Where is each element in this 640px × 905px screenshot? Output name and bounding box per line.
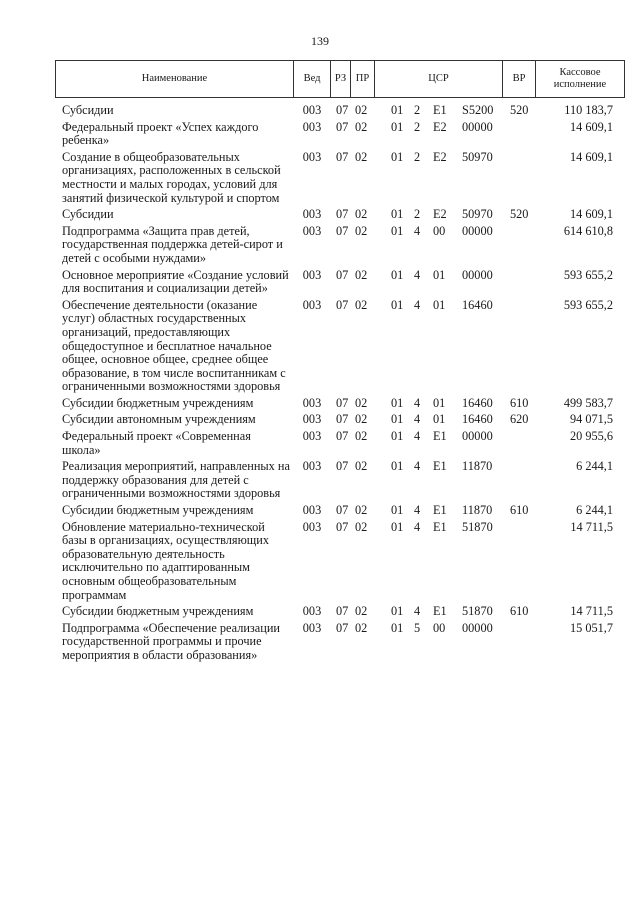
- row-csr-direction: 00000: [462, 429, 493, 444]
- row-ved: 003: [302, 412, 322, 427]
- row-csr-subprogram: 4: [414, 395, 421, 410]
- row-name: Субсидии бюджетным учреждениям: [62, 604, 254, 619]
- row-name: Реализация мероприятий, направленных на поддержку образования для детей с ограниченными возможностями здоровья: [62, 459, 290, 501]
- row-sum: 14 711,5: [570, 519, 613, 534]
- row-sum: 14 609,1: [569, 207, 613, 222]
- row-csr-program: 01: [391, 395, 404, 410]
- row-sum: 20 955,6: [569, 429, 613, 444]
- table-row: [0, 521, 640, 606]
- row-csr-subprogram: 4: [414, 267, 421, 282]
- row-sum: 110 183,7: [564, 103, 613, 117]
- row-vr: 620: [510, 412, 529, 427]
- row-csr-program: 01: [391, 429, 404, 444]
- row-csr-program: 01: [391, 604, 404, 619]
- row-csr-subprogram: 4: [414, 503, 421, 518]
- row-csr-direction: 16460: [462, 297, 493, 312]
- table-row: [0, 151, 640, 208]
- row-sum: 593 655,2: [563, 297, 613, 312]
- table-row: [0, 504, 640, 521]
- row-csr-event: E1: [433, 459, 447, 474]
- row-csr-program: 01: [391, 207, 404, 222]
- row-csr-program: 01: [391, 103, 404, 117]
- row-csr-event: 00: [433, 223, 446, 238]
- row-csr-event: E1: [433, 519, 447, 534]
- row-rz: 07: [336, 429, 349, 444]
- row-csr-event: 01: [433, 412, 446, 427]
- row-pr: 02: [355, 207, 368, 222]
- row-name: Субсидии автономным учреждениям: [62, 412, 256, 427]
- row-csr-program: 01: [391, 149, 404, 164]
- row-pr: 02: [355, 149, 368, 164]
- row-sum: 15 051,7: [569, 620, 613, 635]
- row-rz: 07: [336, 412, 349, 427]
- row-csr-direction: 50970: [462, 207, 493, 222]
- row-csr-direction: 51870: [462, 604, 493, 619]
- row-csr-event: E1: [433, 604, 447, 619]
- row-pr: 02: [355, 267, 368, 282]
- row-csr-direction: 51870: [462, 519, 493, 534]
- row-pr: 02: [355, 604, 368, 619]
- row-rz: 07: [336, 297, 349, 312]
- row-name: Основное мероприятие «Создание условий для воспитания и социализации детей»: [62, 267, 289, 296]
- row-rz: 07: [336, 459, 349, 474]
- row-csr-program: 01: [391, 503, 404, 518]
- row-ved: 003: [302, 429, 322, 444]
- table-row: [0, 104, 640, 121]
- row-csr-direction: S5200: [462, 103, 494, 117]
- header-sum: Кассовое исполнение: [535, 60, 625, 98]
- row-rz: 07: [336, 519, 349, 534]
- row-ved: 003: [302, 267, 322, 282]
- row-csr-direction: 00000: [462, 267, 493, 282]
- row-csr-subprogram: 4: [414, 429, 421, 444]
- row-csr-event: 00: [433, 620, 446, 635]
- row-csr-direction: 00000: [462, 223, 493, 238]
- row-csr-subprogram: 2: [414, 149, 421, 164]
- row-name: Субсидии бюджетным учреждениям: [62, 395, 254, 410]
- row-rz: 07: [336, 207, 349, 222]
- row-vr: 520: [510, 207, 529, 222]
- row-sum: 6 244,1: [576, 459, 613, 474]
- row-vr: 610: [510, 395, 529, 410]
- row-pr: 02: [355, 503, 368, 518]
- row-csr-program: 01: [391, 519, 404, 534]
- table-row: [0, 225, 640, 269]
- row-csr-event: E1: [433, 503, 447, 518]
- row-name: Федеральный проект «Современная школа»: [62, 429, 251, 457]
- row-csr-subprogram: 4: [414, 519, 421, 534]
- row-ved: 003: [302, 119, 322, 134]
- row-csr-direction: 16460: [462, 395, 493, 410]
- row-csr-program: 01: [391, 223, 404, 238]
- header-rz: РЗ: [330, 60, 351, 98]
- row-csr-subprogram: 2: [414, 119, 421, 134]
- row-name: Обеспечение деятельности (оказание услуг) областных государственных организаций, предоставляющих общедоступное и бесплатное начальное общее, основное общее, среднее общее образование, в том числе воспитанникам с ограниченными возможностями здоровья: [62, 297, 286, 394]
- row-csr-event: E1: [433, 429, 447, 444]
- table-row: [0, 605, 640, 622]
- row-ved: 003: [302, 604, 322, 619]
- row-pr: 02: [355, 223, 368, 238]
- row-csr-subprogram: 4: [414, 412, 421, 427]
- row-csr-direction: 11870: [462, 503, 493, 518]
- table-row: [0, 622, 640, 666]
- row-vr: 610: [510, 503, 529, 518]
- row-csr-event: E2: [433, 149, 447, 164]
- row-csr-event: 01: [433, 395, 446, 410]
- row-csr-event: 01: [433, 267, 446, 282]
- row-sum: 14 609,1: [569, 149, 613, 164]
- table-row: [0, 121, 640, 151]
- row-rz: 07: [336, 604, 349, 619]
- row-rz: 07: [336, 267, 349, 282]
- row-ved: 003: [302, 149, 322, 164]
- row-csr-program: 01: [391, 119, 404, 134]
- header-ved: Вед: [293, 60, 331, 98]
- page-number: 139: [311, 34, 329, 48]
- row-pr: 02: [355, 297, 368, 312]
- table-row: [0, 269, 640, 299]
- row-name: Субсидии: [62, 207, 114, 222]
- row-pr: 02: [355, 620, 368, 635]
- row-name: Обновление материально-технической базы в организациях, осуществляющих образовательную деятельность исключительно по адаптированным основным общеобразовательным программам: [62, 519, 269, 602]
- row-csr-subprogram: 4: [414, 459, 421, 474]
- row-name: Подпрограмма «Обеспечение реализации государственной программы и прочие мероприятия в области образования»: [62, 620, 280, 662]
- row-ved: 003: [302, 207, 322, 222]
- table-row: [0, 460, 640, 504]
- row-csr-direction: 50970: [462, 149, 493, 164]
- row-pr: 02: [355, 395, 368, 410]
- row-pr: 02: [355, 412, 368, 427]
- row-csr-subprogram: 2: [414, 207, 421, 222]
- row-csr-subprogram: 4: [414, 297, 421, 312]
- row-ved: 003: [302, 503, 322, 518]
- header-name: Наименование: [55, 60, 294, 98]
- row-sum: 6 244,1: [576, 503, 613, 518]
- row-rz: 07: [336, 119, 349, 134]
- row-pr: 02: [355, 459, 368, 474]
- row-ved: 003: [302, 519, 322, 534]
- row-rz: 07: [336, 103, 349, 117]
- table-row: [0, 299, 640, 397]
- row-ved: 003: [302, 223, 322, 238]
- header-vr: ВР: [502, 60, 536, 98]
- row-vr: 520: [510, 103, 529, 117]
- row-csr-subprogram: 4: [414, 604, 421, 619]
- row-ved: 003: [302, 459, 322, 474]
- row-csr-program: 01: [391, 267, 404, 282]
- row-csr-direction: 00000: [462, 620, 493, 635]
- row-csr-subprogram: 5: [414, 620, 421, 635]
- header-pr: ПР: [350, 60, 375, 98]
- row-sum: 14 711,5: [570, 604, 613, 619]
- row-csr-event: E2: [433, 207, 447, 222]
- row-ved: 003: [302, 395, 322, 410]
- table-row: [0, 397, 640, 414]
- header-csr: ЦСР: [374, 60, 503, 98]
- table-row: [0, 413, 640, 430]
- row-csr-program: 01: [391, 620, 404, 635]
- row-rz: 07: [336, 223, 349, 238]
- row-csr-event: 01: [433, 297, 446, 312]
- row-sum: 593 655,2: [563, 267, 613, 282]
- row-pr: 02: [355, 519, 368, 534]
- row-csr-direction: 00000: [462, 119, 493, 134]
- row-csr-event: E1: [433, 103, 447, 117]
- row-sum: 499 583,7: [563, 395, 613, 410]
- row-ved: 003: [302, 103, 322, 117]
- row-csr-direction: 11870: [462, 459, 493, 474]
- row-csr-direction: 16460: [462, 412, 493, 427]
- row-sum: 94 071,5: [569, 412, 613, 427]
- table-row: [0, 208, 640, 225]
- row-name: Субсидии бюджетным учреждениям: [62, 503, 254, 518]
- row-ved: 003: [302, 620, 322, 635]
- row-name: Подпрограмма «Защита прав детей, государственная поддержка детей-сирот и детей с особыми нуждами»: [62, 223, 283, 265]
- row-csr-event: E2: [433, 119, 447, 134]
- row-ved: 003: [302, 297, 322, 312]
- row-rz: 07: [336, 395, 349, 410]
- row-pr: 02: [355, 429, 368, 444]
- row-rz: 07: [336, 149, 349, 164]
- row-rz: 07: [336, 503, 349, 518]
- row-vr: 610: [510, 604, 529, 619]
- row-pr: 02: [355, 103, 368, 117]
- row-name: Создание в общеобразовательных организациях, расположенных в сельской местности и малых городах, условий для занятий физической культурой и спортом: [62, 149, 281, 205]
- table-body: [0, 104, 640, 666]
- row-sum: 614 610,8: [563, 223, 613, 238]
- table-row: [0, 430, 640, 460]
- row-csr-program: 01: [391, 412, 404, 427]
- row-csr-program: 01: [391, 297, 404, 312]
- row-csr-program: 01: [391, 459, 404, 474]
- row-name: Федеральный проект «Успех каждого ребенка»: [62, 119, 259, 148]
- row-pr: 02: [355, 119, 368, 134]
- table-header: [55, 60, 625, 98]
- row-sum: 14 609,1: [569, 119, 613, 134]
- row-rz: 07: [336, 620, 349, 635]
- row-csr-subprogram: 2: [414, 103, 421, 117]
- row-csr-subprogram: 4: [414, 223, 421, 238]
- row-name: Субсидии: [62, 103, 114, 117]
